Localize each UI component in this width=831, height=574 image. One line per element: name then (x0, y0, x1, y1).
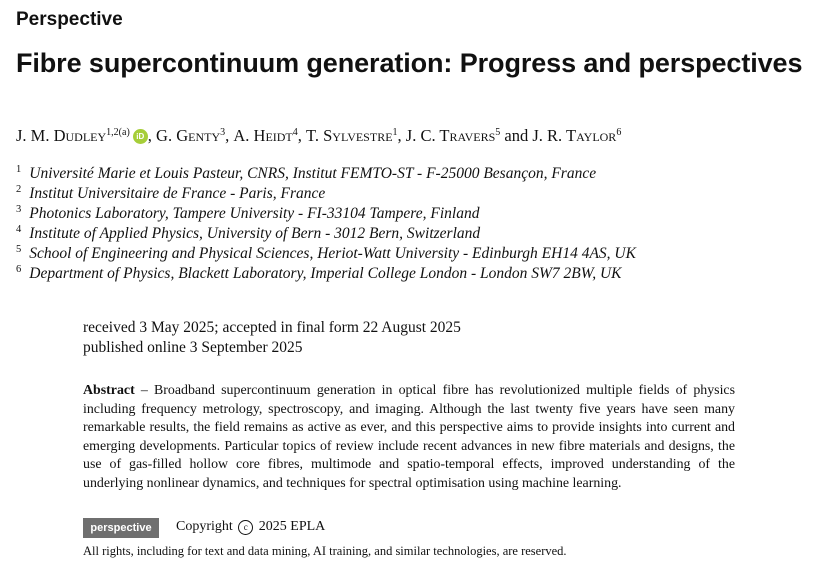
author: G. Genty$^3$ (156, 126, 226, 145)
orcid-icon[interactable]: iD (133, 129, 148, 144)
abstract-label: Abstract (83, 383, 135, 398)
article-title: Fibre supercontinuum generation: Progress and perspectives (16, 48, 803, 78)
author-list: J. M. Dudley$^{1,2(a)}$ iD , G. Genty$^3$, A. Heidt$^4$, T. Sylvestre$^1$, J. C. Travers$^5$ and J. R. Taylor$^6$ (16, 126, 622, 145)
author: J. M. Dudley$^{1,2(a)}$ (16, 126, 130, 145)
copyright: Copyright c 2025 EPLA (176, 519, 326, 534)
received-date: received 3 May 2025; accepted in final form 22 August 2025 (83, 319, 461, 336)
author: J. R. Taylor$^6$ (532, 126, 622, 145)
abstract: Abstract – Broadband supercontinuum generation in optical fibre has revolutionized multiple fields of physics including frequency metrology, spectroscopy, and imaging. Although the last twenty five years have seen many remarkable results, the field remains as active as ever, and this perspective aims to provide insights into current and emerging developments. Particular topics of review include recent advances in new fibre materials and designs, the use of gas-filled hollow core fibres, multimode and spatio-temporal effects, improved understanding of the underlying nonlinear dynamics, and techniques for spectral optimisation using machine learning. (83, 383, 735, 491)
author: T. Sylvestre$^1$ (306, 126, 398, 145)
section-label: Perspective (16, 9, 123, 30)
perspective-badge: perspective (83, 518, 159, 538)
affiliation-list (16, 164, 636, 284)
affiliation: $^5$ School of Engineering and Physical Sciences, Heriot-Watt University - Edinburgh EH14 4AS, UK (16, 244, 636, 262)
affiliation: $^3$ Photonics Laboratory, Tampere University - FI-33104 Tampere, Finland (16, 204, 480, 222)
rights-statement: All rights, including for text and data mining, AI training, and similar technologies, are reserved. (83, 544, 567, 558)
copyright-icon: c (238, 520, 253, 535)
publication-dates (83, 318, 461, 358)
author: A. Heidt$^4$ (233, 126, 298, 145)
published-date: published online 3 September 2025 (83, 339, 303, 356)
affiliation: $^4$ Institute of Applied Physics, University of Bern - 3012 Bern, Switzerland (16, 224, 481, 242)
affiliation: $^2$ Institut Universitaire de France - Paris, France (16, 184, 326, 202)
author: J. C. Travers$^5$ (405, 126, 501, 145)
abstract-text: Broadband supercontinuum generation in optical fibre has revolutionized multiple fields of physics including frequency metrology, spectroscopy, and imaging. Although the last twenty five years have seen many remarkable results, the field remains as active as ever, and this perspective aims to provide insights into current and emerging developments. Particular topics of review include recent advances in new fibre materials and designs, the use of gas-filled hollow core fibres, multimode and spatio-temporal effects, improved understanding of the underlying nonlinear dynamics, and techniques for spectral optimisation using machine learning. (83, 383, 735, 491)
affiliation: $^1$ Université Marie et Louis Pasteur, CNRS, Institut FEMTO-ST - F-25000 Besançon, France (16, 164, 597, 182)
affiliation: $^6$ Department of Physics, Blackett Laboratory, Imperial College London - London SW7 2BW, UK (16, 264, 622, 282)
